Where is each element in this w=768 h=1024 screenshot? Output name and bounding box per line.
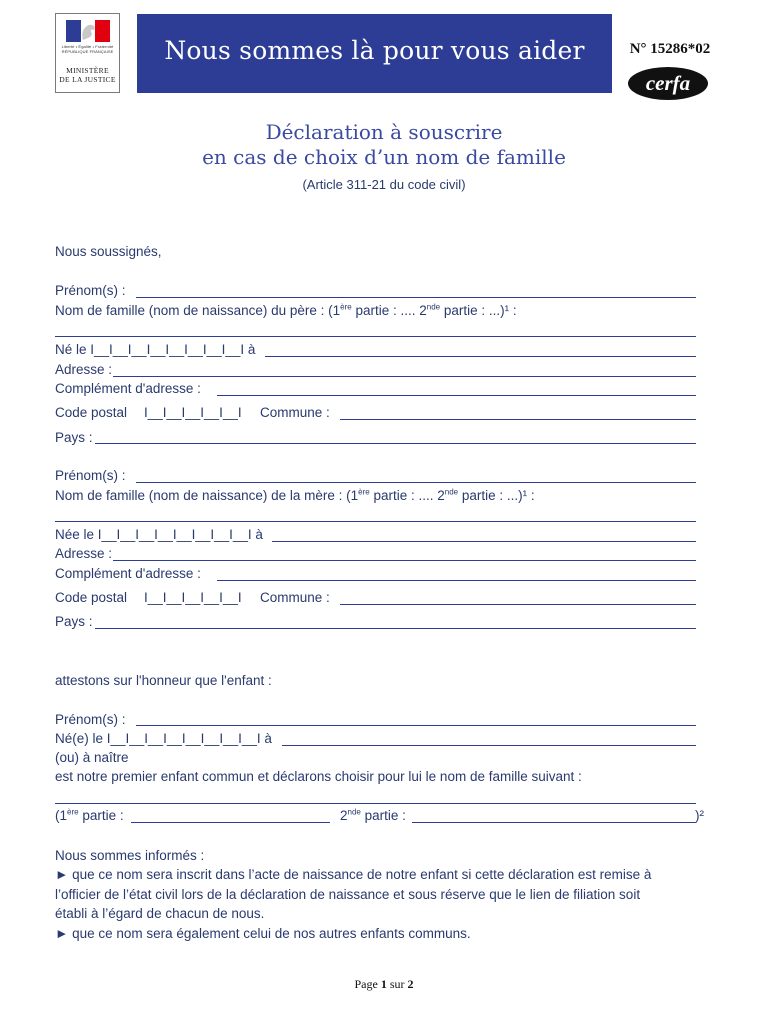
child-prenom-field[interactable] <box>136 725 696 726</box>
mother-adresse-label: Adresse : <box>55 546 113 561</box>
mother-complement-label: Complément d'adresse : <box>55 566 201 581</box>
part2-close: )² <box>695 808 704 823</box>
ministry-name: MINISTÈRE DE LA JUSTICE <box>59 66 116 84</box>
mother-pays-label: Pays : <box>55 614 93 629</box>
mother-commune-field[interactable] <box>340 604 696 605</box>
mother-complement-field[interactable] <box>217 580 696 581</box>
mother-birth-label: Née le I__I__I__I__I__I__I__I__I à <box>55 527 263 542</box>
mother-prenom-field[interactable] <box>136 482 696 483</box>
form-article-reference: (Article 311-21 du code civil) <box>302 177 466 192</box>
mother-pays-field[interactable] <box>95 628 696 629</box>
mother-nom-field[interactable] <box>55 521 696 522</box>
mother-prenom-label: Prénom(s) : <box>55 468 126 483</box>
father-commune-field[interactable] <box>340 419 696 420</box>
mother-adresse-field[interactable] <box>113 560 696 561</box>
info-bullet1-line2: l’officier de l’état civil lors de la déclaration de naissance et sous réserve que le lien de filiation soit <box>55 887 641 902</box>
father-prenom-field[interactable] <box>136 297 696 298</box>
father-code-postal-field[interactable]: I__I__I__I__I__I <box>144 405 242 420</box>
child-prenom-label: Prénom(s) : <box>55 712 126 727</box>
info-bullet1-line3: établi à l’égard de chacun de nous. <box>55 906 265 921</box>
mother-birthplace-field[interactable] <box>272 541 696 542</box>
child-birth-label: Né(e) le I__I__I__I__I__I__I__I__I à <box>55 731 272 746</box>
part1-field[interactable] <box>131 822 330 823</box>
republic-label: Liberté • Égalité • Fraternité RÉPUBLIQUE FRANÇAISE <box>61 44 114 54</box>
info-bullet2: ► que ce nom sera également celui de nos autres enfants communs. <box>55 926 471 941</box>
part2-label: 2nde partie : <box>340 807 406 823</box>
info-heading: Nous sommes informés : <box>55 848 205 863</box>
father-adresse-field[interactable] <box>113 376 696 377</box>
father-nom-field[interactable] <box>55 336 696 337</box>
father-pays-field[interactable] <box>95 443 696 444</box>
child-statement: est notre premier enfant commun et déclarons choisir pour lui le nom de famille suivant : <box>55 769 582 784</box>
father-birth-label: Né le I__I__I__I__I__I__I__I__I à <box>55 342 256 357</box>
part2-field[interactable] <box>412 822 696 823</box>
header-banner <box>137 14 612 93</box>
mother-code-postal-field[interactable]: I__I__I__I__I__I <box>144 590 242 605</box>
page-indicator: Page 1 sur 2 <box>354 977 414 991</box>
father-commune-label: Commune : <box>260 405 330 420</box>
father-birthplace-field[interactable] <box>265 356 696 357</box>
father-pays-label: Pays : <box>55 430 93 445</box>
father-complement-label: Complément d'adresse : <box>55 381 201 396</box>
child-birthplace-field[interactable] <box>282 745 696 746</box>
chosen-name-field[interactable] <box>55 803 696 804</box>
child-unborn-text: (ou) à naître <box>55 750 129 765</box>
father-nom-label: Nom de famille (nom de naissance) du père : (1ère partie : .... 2nde partie : ...)¹ : <box>55 302 517 318</box>
mother-code-postal-label: Code postal <box>55 590 128 605</box>
svg-text:cerfa: cerfa <box>645 71 691 95</box>
attestation-text: attestons sur l'honneur que l'enfant : <box>55 673 272 688</box>
father-complement-field[interactable] <box>217 395 696 396</box>
banner-text: Nous sommes là pour vous aider <box>164 36 585 65</box>
ministry-logo <box>55 13 120 93</box>
father-adresse-label: Adresse : <box>55 362 113 377</box>
cerfa-logo <box>627 66 709 101</box>
mother-commune-label: Commune : <box>260 590 330 605</box>
marianne-flag-icon <box>66 20 110 42</box>
mother-nom-label: Nom de famille (nom de naissance) de la mère : (1ère partie : .... 2nde partie : ...)¹ : <box>55 487 535 503</box>
cerfa-number: N° 15286*02 <box>629 41 711 57</box>
father-prenom-label: Prénom(s) : <box>55 283 126 298</box>
form-title-line1: Déclaration à souscrire <box>265 120 503 144</box>
intro-text: Nous soussignés, <box>55 244 162 259</box>
info-bullet1-line1: ► que ce nom sera inscrit dans l’acte de naissance de notre enfant si cette déclaration est remise à <box>55 867 652 882</box>
form-title-line2: en cas de choix d’un nom de famille <box>202 145 566 169</box>
father-code-postal-label: Code postal <box>55 405 128 420</box>
part1-label: (1ère partie : <box>55 807 124 823</box>
